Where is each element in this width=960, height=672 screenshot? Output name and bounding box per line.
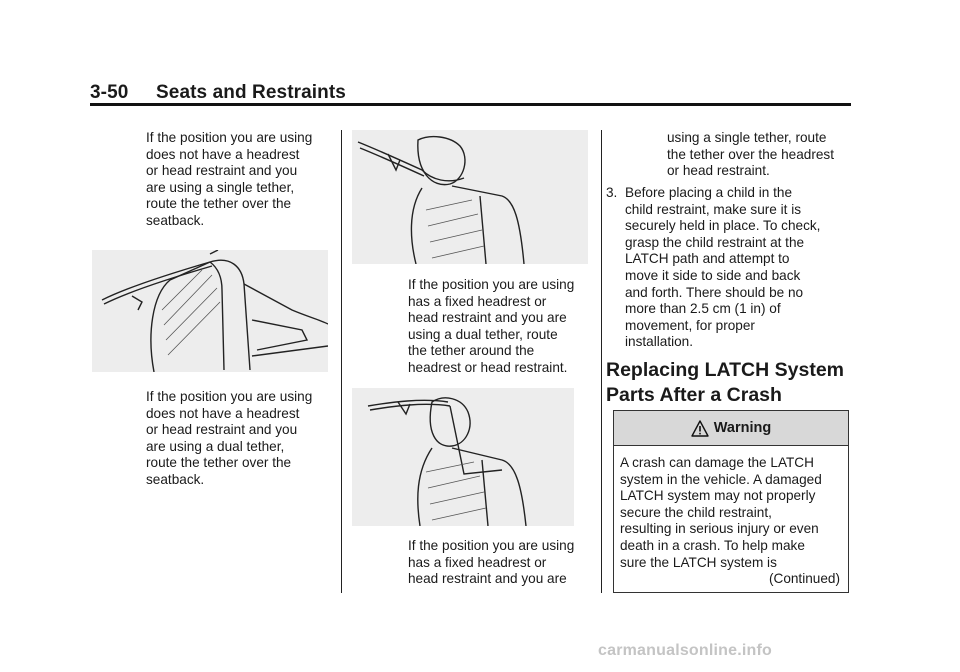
warning-header [614, 411, 848, 446]
page-header [90, 82, 346, 104]
header-rule [90, 103, 851, 106]
page-number: 3-50 [90, 82, 129, 103]
instruction-paragraph: If the position you are using has a fixed headrest or head restraint and you are [408, 538, 575, 587]
warning-box [613, 410, 849, 593]
step-3 [606, 185, 850, 351]
watermark: carmanualsonline.info [598, 642, 773, 659]
continued-label: (Continued) [768, 571, 840, 586]
warning-body: A crash can damage the LATCH system in the vehicle. A damaged LATCH system may not properly secure the child restraint, resulting in serious injury or even death in a crash. To help make sure the LATCH system is [620, 455, 822, 570]
warning-triangle-icon [691, 420, 709, 437]
step-number: 3. [606, 185, 618, 200]
instruction-paragraph: If the position you are using has a fixed headrest or head restraint and you are using a dual tether, route the tether around the headrest or head restraint. [408, 277, 575, 375]
seat-tether-illustration [92, 250, 328, 372]
instruction-paragraph: using a single tether, route the tether over the headrest or head restraint. [667, 130, 835, 179]
column-divider-1 [341, 130, 342, 593]
seat-headrest-tether-illustration [352, 388, 574, 526]
instruction-paragraph: If the position you are using does not have a headrest or head restraint and you are using a single tether, route the tether over the seatback. [146, 130, 313, 228]
seat-headrest-tether-illustration [352, 130, 588, 264]
instruction-paragraph: If the position you are using does not have a headrest or head restraint and you are using a dual tether, route the tether over the seatback. [146, 389, 313, 487]
step-text: Before placing a child in the child restraint, make sure it is securely held in place. To check, grasp the child restraint at the LATCH path and attempt to move it side to side and back and forth. There should be no more than 2.5 cm (1 in) of movement, for proper installation. [625, 185, 821, 350]
warning-title: Warning [713, 420, 772, 436]
section-heading: Replacing LATCH System Parts After a Crash [606, 359, 845, 406]
column-divider-2 [601, 130, 602, 593]
section-title: Seats and Restraints [156, 82, 346, 103]
